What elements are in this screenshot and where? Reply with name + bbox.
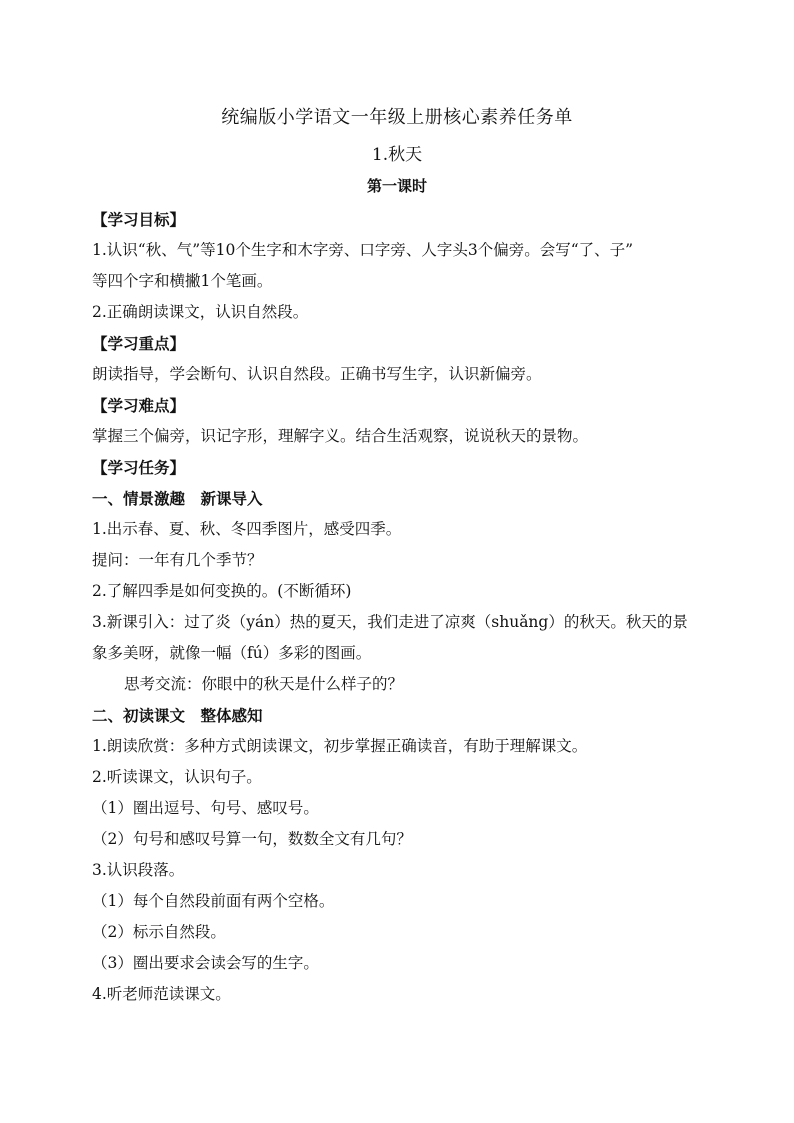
goals-line-2: 2.正确朗读课文，认识自然段。	[92, 303, 309, 321]
section-2-line-3a: （1）每个自然段前面有两个空格。	[92, 892, 335, 910]
section-2-line-2b: （2）句号和感叹号算一句，数数全文有几句？	[92, 830, 412, 848]
section-1-line-3: 2.了解四季是如何变换的。(不断循环)	[92, 582, 352, 600]
difficulties-text: 掌握三个偏旁，识记字形，理解字义。结合生活观察，说说秋天的景物。	[92, 427, 589, 445]
document-title: 统编版小学语文一年级上册核心素养任务单	[221, 107, 573, 128]
section-2-line-2: 2.听读课文，认识句子。	[92, 768, 262, 786]
section-1-line-5: 思考交流：你眼中的秋天是什么样子的？	[124, 675, 404, 693]
section-2-line-3c: （3）圈出要求会读会写的生字。	[92, 954, 319, 972]
section-2-line-1: 1.朗读欣赏：多种方式朗读课文，初步掌握正确读音，有助于理解课文。	[92, 737, 588, 755]
tasks-heading: 【学习任务】	[92, 458, 186, 477]
section-2-heading: 二、初读课文 整体感知	[92, 706, 263, 725]
section-2-line-3b: （2）标示自然段。	[92, 923, 226, 941]
difficulties-heading: 【学习难点】	[92, 396, 186, 415]
section-2-line-4: 4.听老师范读课文。	[92, 985, 231, 1003]
goals-line-1-cont: 等四个字和横撇1个笔画。	[92, 272, 273, 290]
section-1-heading: 一、情景激趣 新课导入	[92, 489, 263, 508]
key-points-heading: 【学习重点】	[92, 334, 186, 353]
section-2-line-3: 3.认识段落。	[92, 861, 185, 879]
section-1-line-4-cont: 象多美呀，就像一幅（fú）多彩的图画。	[92, 644, 372, 662]
lesson-period: 第一课时	[366, 177, 427, 195]
section-2-line-2a: （1）圈出逗号、句号、感叹号。	[92, 799, 319, 817]
goals-line-1: 1.认识“秋、气”等10个生字和木字旁、口字旁、人字头3个偏旁。会写“了、子”	[92, 241, 634, 259]
lesson-title: 1.秋天	[371, 145, 423, 165]
goals-heading: 【学习目标】	[92, 210, 186, 229]
section-1-line-4: 3.新课引入：过了炎（yán）热的夏天，我们走进了凉爽（shuǎng）的秋天。秋天的景	[92, 613, 688, 631]
section-1-line-2: 提问：一年有几个季节？	[92, 551, 263, 569]
key-points-text: 朗读指导，学会断句、认识自然段。正确书写生字，认识新偏旁。	[92, 365, 542, 383]
section-1-line-1: 1.出示春、夏、秋、冬四季图片，感受四季。	[92, 520, 402, 538]
